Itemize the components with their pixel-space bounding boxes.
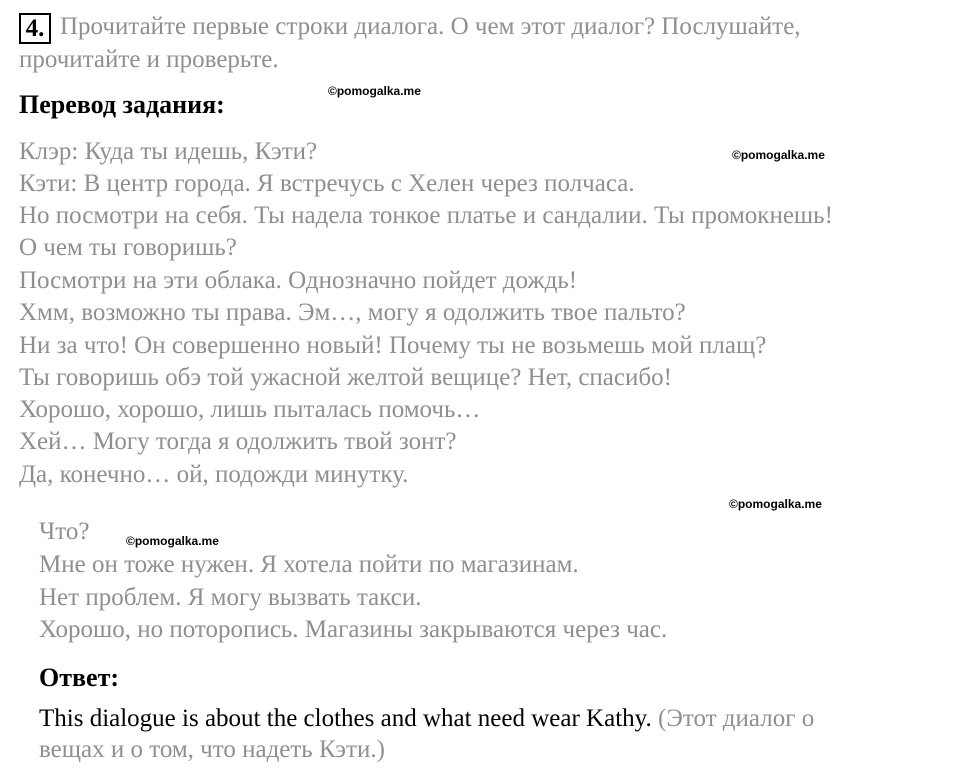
dialogue-line: Хорошо, хорошо, лишь пыталась помочь…	[19, 396, 481, 423]
watermark: ©pomogalka.me	[328, 84, 421, 98]
dialogue-line: Кэти: В центр города. Я встречусь с Хелен через полчаса.	[19, 170, 635, 197]
dialogue-line: Нет проблем. Я могу вызвать такси.	[39, 584, 422, 611]
dialogue-line: Ты говоришь обэ той ужасной желтой вещице? Нет, спасибо!	[19, 364, 672, 391]
answer-russian-part-2: вещах и о том, что надеть Кэти.)	[39, 736, 385, 763]
watermark: ©pomogalka.me	[729, 497, 822, 511]
dialogue-line: Хмм, возможно ты права. Эм…, могу я одолжить твое пальто?	[19, 299, 686, 326]
task-instruction-line-1: Прочитайте первые строки диалога. О чем этот диалог? Послушайте,	[60, 13, 801, 40]
answer-heading: Ответ:	[39, 663, 120, 692]
watermark: ©pomogalka.me	[126, 534, 219, 548]
answer-line-1	[39, 705, 814, 733]
dialogue-line: Клэр: Куда ты идешь, Кэти?	[19, 138, 318, 165]
dialogue-line: Мне он тоже нужен. Я хотела пойти по магазинам.	[39, 551, 579, 578]
dialogue-line: Ни за что! Он совершенно новый! Почему ты не возьмешь мой плащ?	[19, 332, 767, 359]
task-instruction-line-2: прочитайте и проверьте.	[19, 46, 279, 73]
answer-english: This dialogue is about the clothes and what need wear Kathy.	[39, 705, 652, 732]
watermark: ©pomogalka.me	[732, 148, 825, 162]
dialogue-line: Посмотри на эти облака. Однозначно пойдет дождь!	[19, 267, 578, 294]
dialogue-line: О чем ты говоришь?	[19, 234, 237, 261]
translation-heading: Перевод задания:	[19, 90, 225, 119]
task-number-box: 4.	[19, 13, 51, 44]
answer-russian-part-1: (Этот диалог о	[658, 705, 815, 732]
dialogue-line: Что?	[39, 518, 90, 545]
dialogue-line: Да, конечно… ой, подожди минутку.	[19, 461, 409, 488]
dialogue-line: Хей… Могу тогда я одолжить твой зонт?	[19, 428, 457, 455]
dialogue-line: Но посмотри на себя. Ты надела тонкое платье и сандалии. Ты промокнешь!	[19, 202, 833, 229]
dialogue-line: Хорошо, но поторопись. Магазины закрываются через час.	[39, 616, 668, 643]
